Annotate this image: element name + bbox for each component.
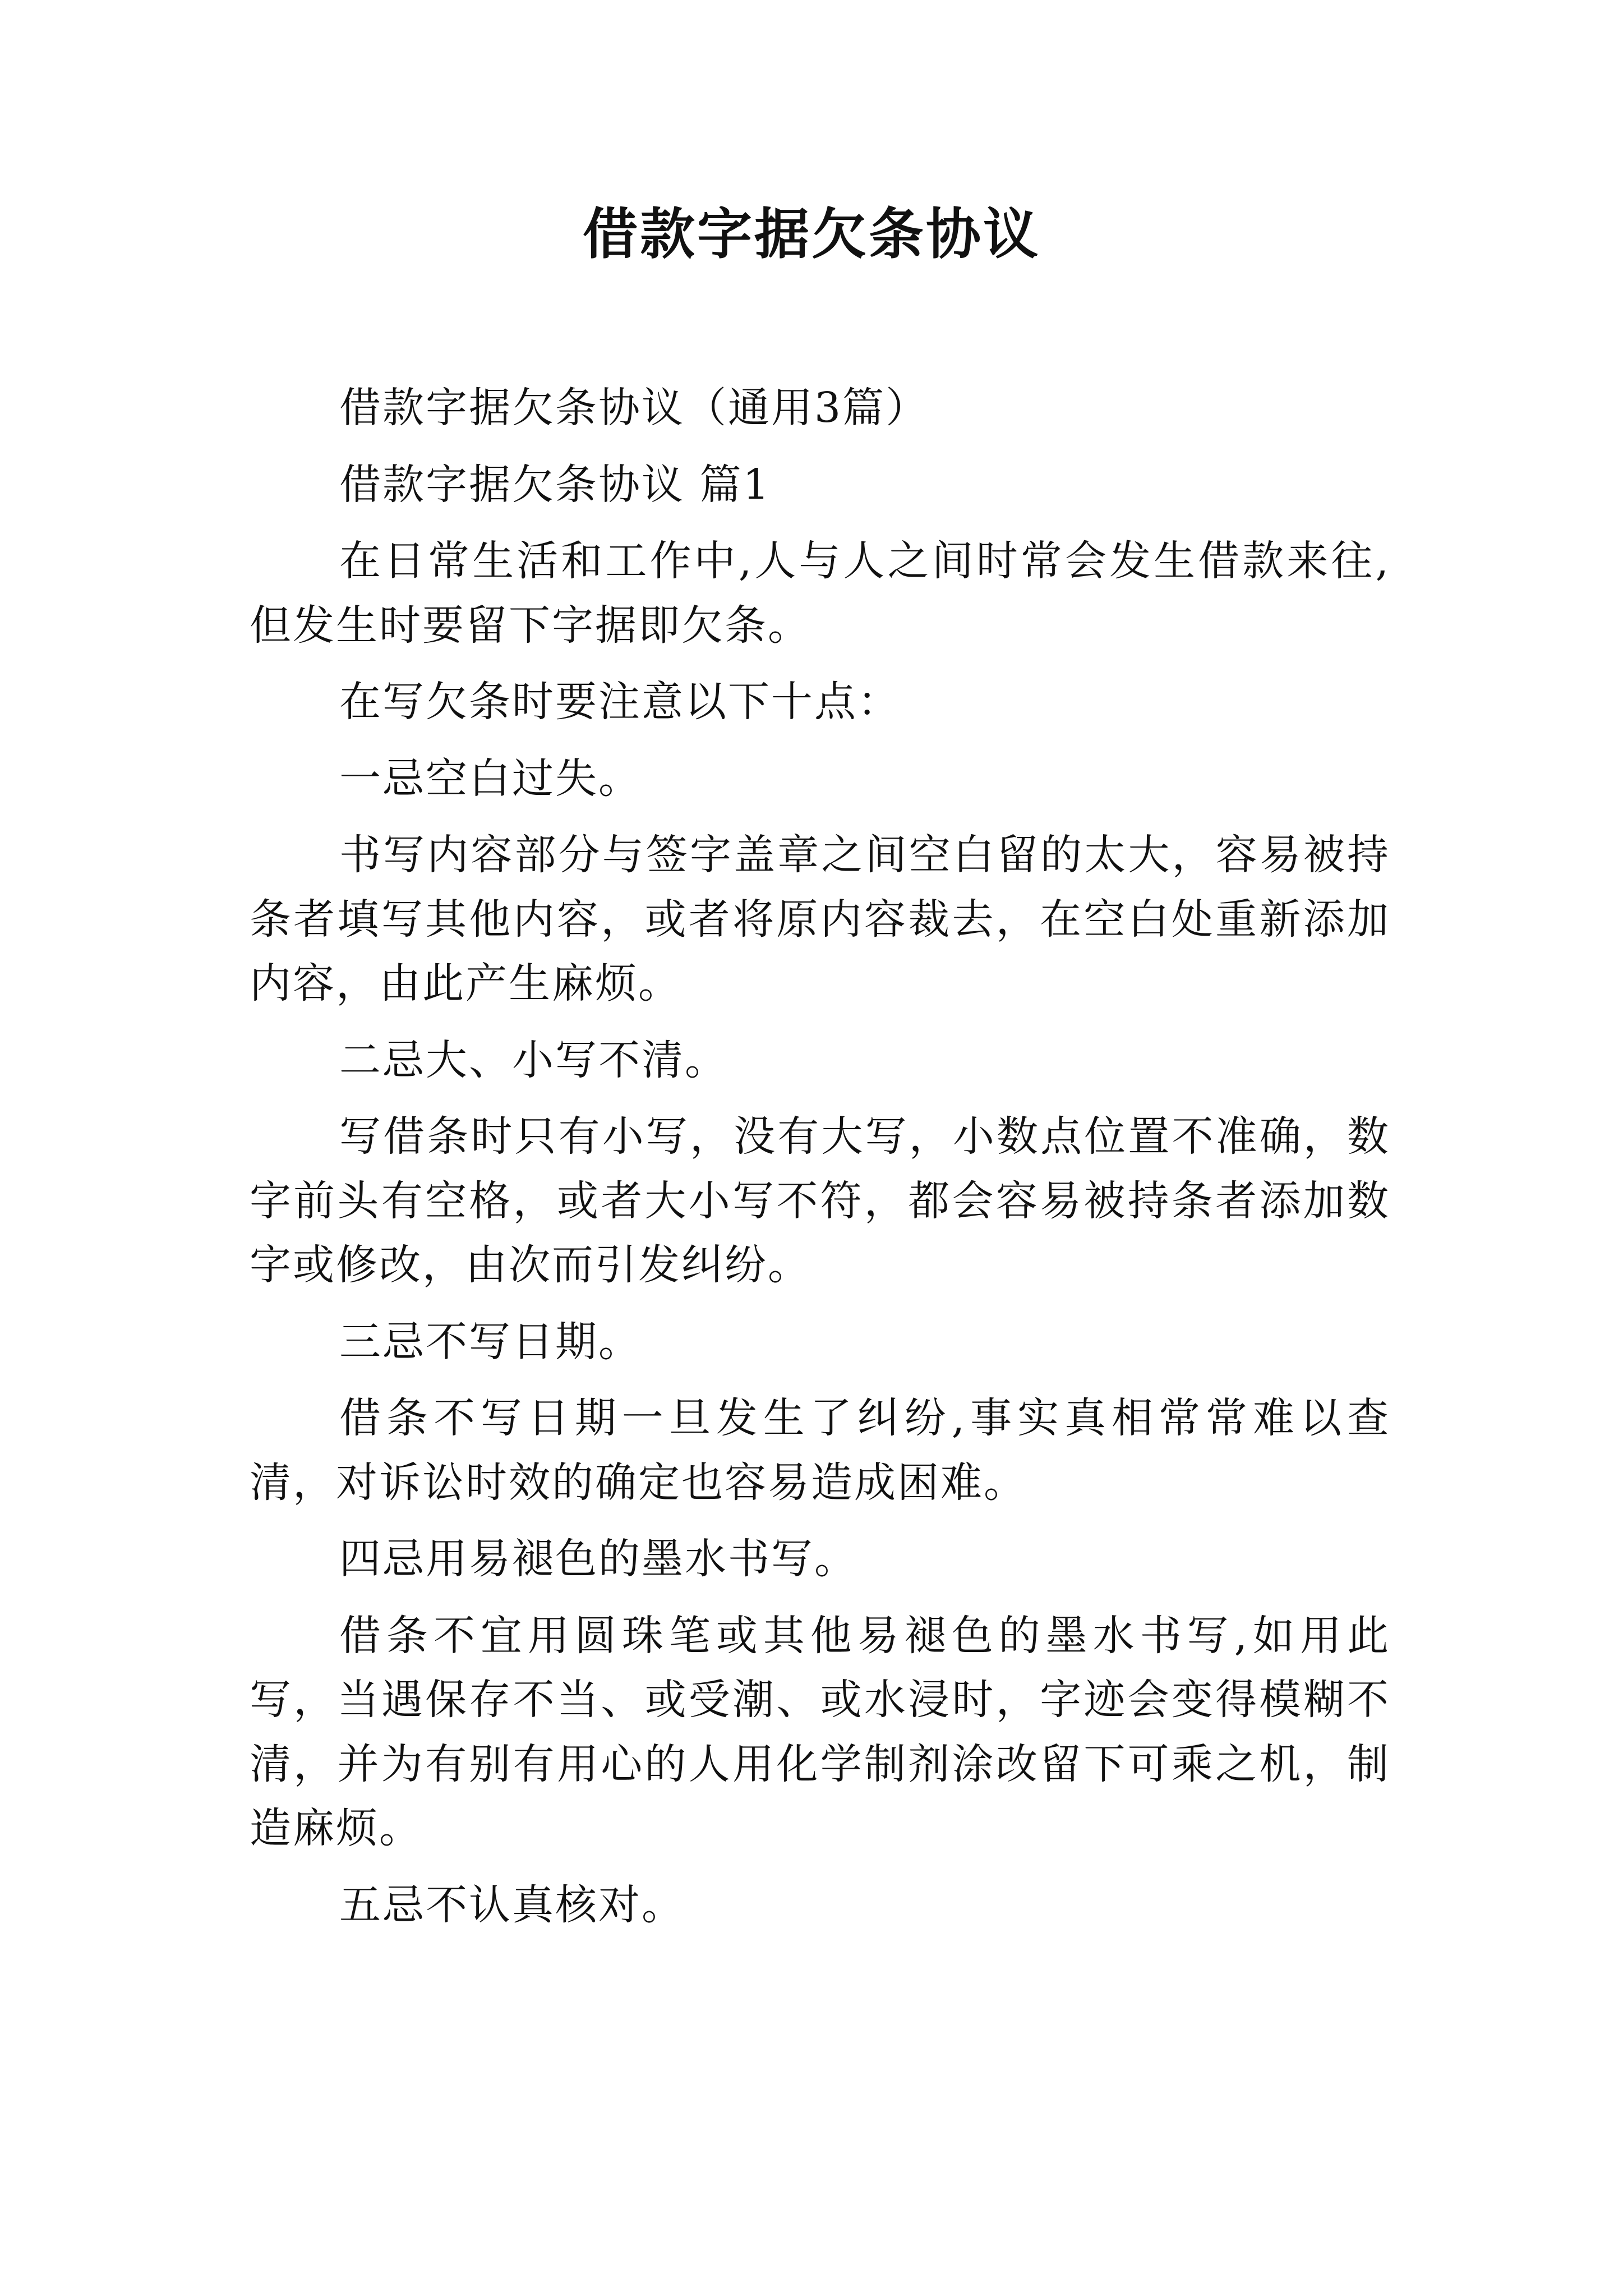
subtitle-paragraph: 借款字据欠条协议（通用3篇）	[339, 384, 929, 432]
rule-heading: 三忌不写日期。	[339, 1317, 642, 1366]
rule-heading: 五忌不认真核对。	[339, 1880, 685, 1929]
body-paragraph: 在写欠条时要注意以下十点：	[339, 678, 901, 726]
document-title: 借款字据欠条协议	[582, 202, 1040, 266]
document-body	[250, 376, 1390, 1949]
body-paragraph: 书写内容部分与签字盖章之间空白留的太大，容易被持条者填写其他内容，或者将原内容裁去，在空白处重新添加内容，由此产生麻烦。	[250, 831, 1390, 1007]
rule-heading: 二忌大、小写不清。	[339, 1036, 728, 1084]
section-heading: 借款字据欠条协议 篇1	[339, 460, 771, 509]
rule-heading: 一忌空白过失。	[339, 754, 642, 803]
body-paragraph: 在日常生活和工作中,人与人之间时常会发生借款来往,但发生时要留下字据即欠条。	[250, 537, 1390, 650]
body-paragraph: 写借条时只有小写，没有大写，小数点位置不准确，数字前头有空格，或者大小写不符，都会容易被持条者添加数字或修改，由次而引发纠纷。	[250, 1112, 1390, 1289]
body-paragraph: 借条不宜用圆珠笔或其他易褪色的墨水书写,如用此写，当遇保存不当、或受潮、或水浸时，字迹会变得模糊不清，并为有别有用心的人用化学制剂涂改留下可乘之机，制造麻烦。	[250, 1611, 1390, 1852]
body-paragraph: 借条不写日期一旦发生了纠纷,事实真相常常难以查清，对诉讼时效的确定也容易造成困难。	[250, 1394, 1390, 1507]
rule-heading: 四忌用易褪色的墨水书写。	[339, 1535, 857, 1583]
